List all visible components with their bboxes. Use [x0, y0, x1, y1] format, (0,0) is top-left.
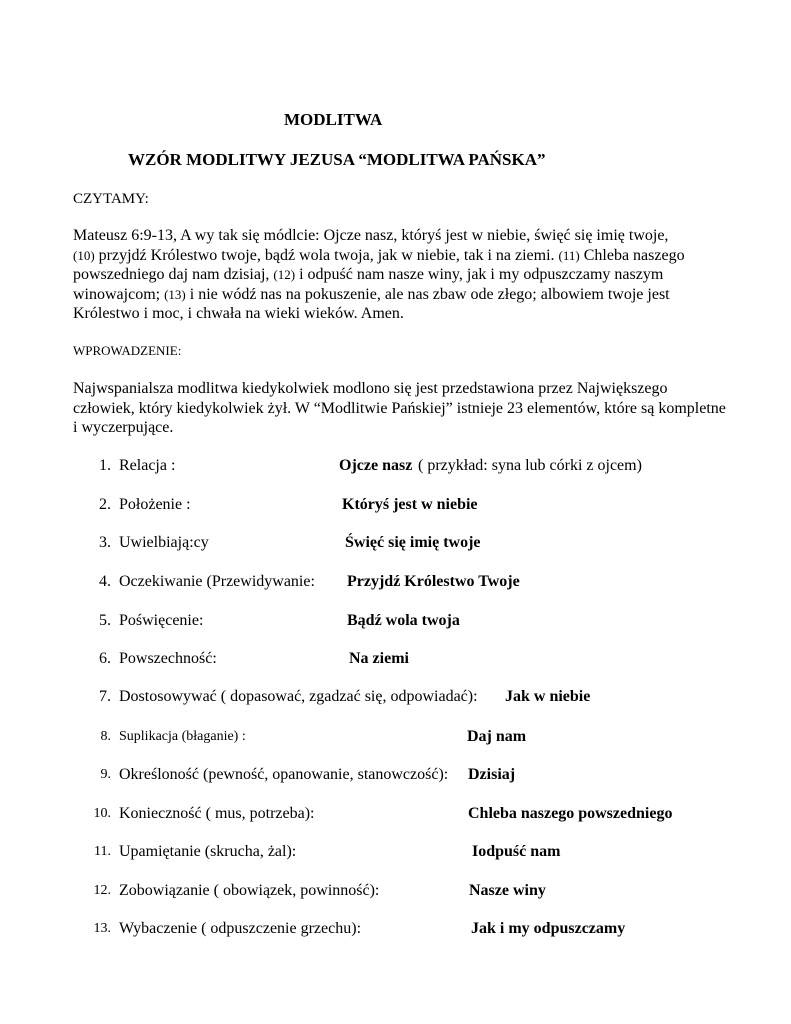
item-number: 2.	[99, 496, 111, 513]
item-label: Oczekiwanie (Przewidywanie:	[119, 573, 315, 590]
item-value: Na ziemi	[349, 650, 409, 667]
item-value: Chleba naszego powszedniego	[468, 805, 673, 822]
verse-number: (11)	[558, 247, 580, 263]
item-label: Wybaczenie ( odpuszczenie grzechu):	[119, 920, 362, 937]
item-label: Relacja :	[119, 457, 176, 474]
item-number: 7.	[99, 688, 111, 705]
item-number: 4.	[99, 573, 111, 590]
item-label: Uwielbiają:cy	[119, 534, 209, 551]
intro-label: WPROWADZENIE:	[73, 343, 182, 358]
item-number: 3.	[99, 534, 111, 551]
verse-number: (13)	[164, 286, 186, 302]
item-extra: ( przykład: syna lub córki z ojcem)	[418, 457, 642, 474]
item-label: Położenie :	[119, 496, 191, 513]
item-value: Daj nam	[467, 728, 527, 745]
item-value: Ojcze nasz	[339, 457, 413, 474]
passage-part: i odpuść nam nasze winy, jak i my odpuszczamy naszym winowajcom;	[73, 266, 664, 303]
item-number: 11.	[94, 844, 111, 859]
item-value: Dzisiaj	[468, 766, 516, 783]
verse-number: (12)	[273, 267, 296, 282]
item-value: Któryś jest w niebie	[342, 496, 478, 513]
passage-part: przyjdź Królestwo twoje, bądź wola twoja, jak w niebie, tak i na ziemi.	[94, 246, 559, 264]
passage-part: i nie wódź nas na pokuszenie, ale nas zbaw ode złego; albowiem twoje jest Królestwo i moc, i chwała na wieki wieków. Amen.	[73, 285, 670, 322]
item-number: 13.	[93, 921, 111, 936]
item-number: 5.	[99, 612, 111, 629]
item-value: Przyjdź Królestwo Twoje	[347, 573, 520, 590]
item-number: 8.	[100, 729, 111, 744]
item-value: Iodpuść nam	[472, 843, 561, 860]
item-label: Suplikacja (błaganie) :	[119, 729, 246, 744]
passage-part: Chleba naszego powszedniego daj nam dzisiaj,	[73, 246, 685, 283]
item-label: Konieczność ( mus, potrzeba):	[119, 805, 315, 822]
item-label: Dostosowywać ( dopasować, zgadzać się, odpowiadać):	[119, 688, 478, 705]
item-number: 9.	[100, 767, 111, 782]
document-subtitle: WZÓR MODLITWY JEZUSA “MODLITWA PAŃSKA”	[128, 150, 546, 169]
item-number: 6.	[99, 650, 111, 667]
item-label: Zobowiązanie ( obowiązek, powinność):	[119, 882, 380, 899]
passage-part: Mateusz 6:9-13, A wy tak się módlcie: Ojcze nasz, któryś jest w niebie, święć się imię twoje,	[73, 227, 669, 244]
verse-number: (10)	[73, 247, 95, 263]
read-label: CZYTAMY:	[73, 191, 149, 207]
item-label: Poświęcenie:	[119, 612, 204, 629]
item-number: 12.	[93, 883, 111, 898]
item-value: Jak w niebie	[505, 688, 591, 705]
document-title: MODLITWA	[284, 110, 383, 129]
item-label: Upamiętanie (skrucha, żal):	[119, 843, 297, 860]
item-number: 1.	[99, 457, 111, 474]
item-value: Święć się imię twoje	[345, 534, 481, 551]
item-value: Jak i my odpuszczamy	[471, 920, 626, 937]
scripture-passage	[73, 226, 733, 324]
item-label: Powszechność:	[119, 650, 217, 667]
item-value: Nasze winy	[469, 882, 546, 899]
item-label: Określoność (pewność, opanowanie, stanowczość):	[119, 766, 449, 783]
intro-paragraph: Najwspanialsza modlitwa kiedykolwiek modlono się jest przedstawiona przez Największego człowiek, który kiedykolwiek żył. W “Modlitwie Pańskiej” istnieje 23 elementów, które są kompletne i wyczerpujące.	[73, 380, 726, 436]
item-value: Bądź wola twoja	[347, 612, 460, 629]
item-number: 10.	[93, 806, 111, 821]
